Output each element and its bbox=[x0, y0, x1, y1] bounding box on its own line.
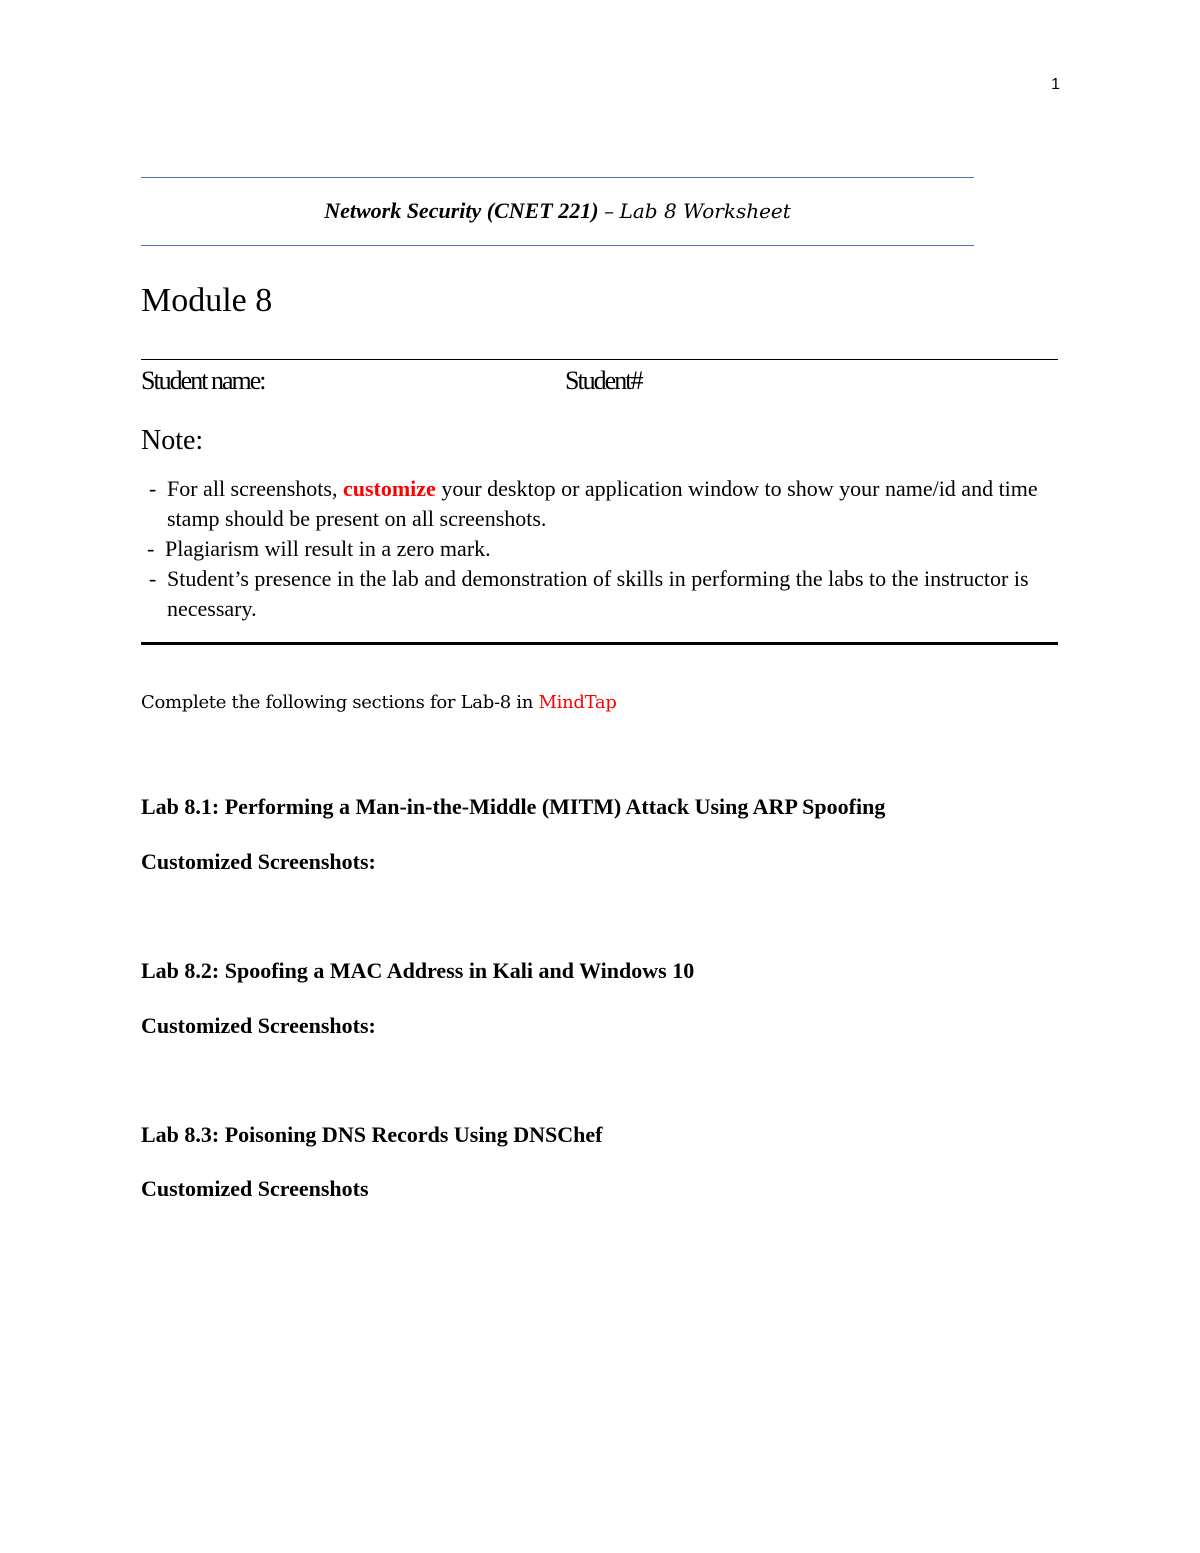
mindtap-link[interactable]: MindTap bbox=[538, 692, 617, 713]
lab-8-3-screenshots-label: Customized Screenshots bbox=[141, 1176, 369, 1201]
note-text: Student’s presence in the lab and demonstration of skills in performing the labs to the instructor is necessary. bbox=[167, 566, 1029, 621]
student-info-rule bbox=[141, 359, 1058, 360]
note-item bbox=[141, 564, 1058, 624]
student-number-label: Student# bbox=[565, 366, 642, 395]
note-highlight: customize bbox=[342, 476, 436, 501]
note-bullet: - bbox=[149, 566, 157, 591]
module-heading: Module 8 bbox=[141, 282, 273, 319]
intro-text: Complete the following sections for Lab-8 in bbox=[141, 692, 539, 713]
note-list bbox=[141, 474, 1058, 624]
header-bottom-rule bbox=[141, 245, 974, 246]
lab-8-1-screenshots-label: Customized Screenshots: bbox=[141, 849, 376, 874]
note-bottom-rule bbox=[141, 642, 1058, 645]
lab-8-3-title: Lab 8.3: Poisoning DNS Records Using DNSChef bbox=[141, 1122, 603, 1147]
note-item bbox=[141, 474, 1058, 534]
note-bullet: - bbox=[149, 476, 157, 501]
lab-8-1-title: Lab 8.1: Performing a Man-in-the-Middle (MITM) Attack Using ARP Spoofing bbox=[141, 794, 886, 819]
header-top-rule bbox=[141, 177, 974, 178]
note-bullet: - bbox=[147, 536, 155, 561]
note-item bbox=[141, 534, 1058, 564]
worksheet-title: Lab 8 Worksheet bbox=[619, 199, 791, 223]
note-text: For all screenshots, bbox=[167, 476, 343, 501]
note-heading: Note: bbox=[141, 425, 204, 456]
lab-8-2-title: Lab 8.2: Spoofing a MAC Address in Kali and Windows 10 bbox=[141, 958, 695, 983]
lab-8-2-screenshots-label: Customized Screenshots: bbox=[141, 1013, 376, 1038]
course-title: Network Security (CNET 221) bbox=[324, 198, 599, 223]
intro-line bbox=[141, 692, 617, 713]
note-text: Plagiarism will result in a zero mark. bbox=[165, 536, 491, 561]
header-separator: – bbox=[604, 199, 615, 223]
page-number: 1 bbox=[1051, 76, 1060, 93]
student-name-label: Student name: bbox=[141, 366, 265, 395]
note-text: your desktop or application window to show your name/id and time stamp should be present on all screenshots. bbox=[167, 476, 1038, 531]
document-header-title bbox=[141, 198, 974, 224]
